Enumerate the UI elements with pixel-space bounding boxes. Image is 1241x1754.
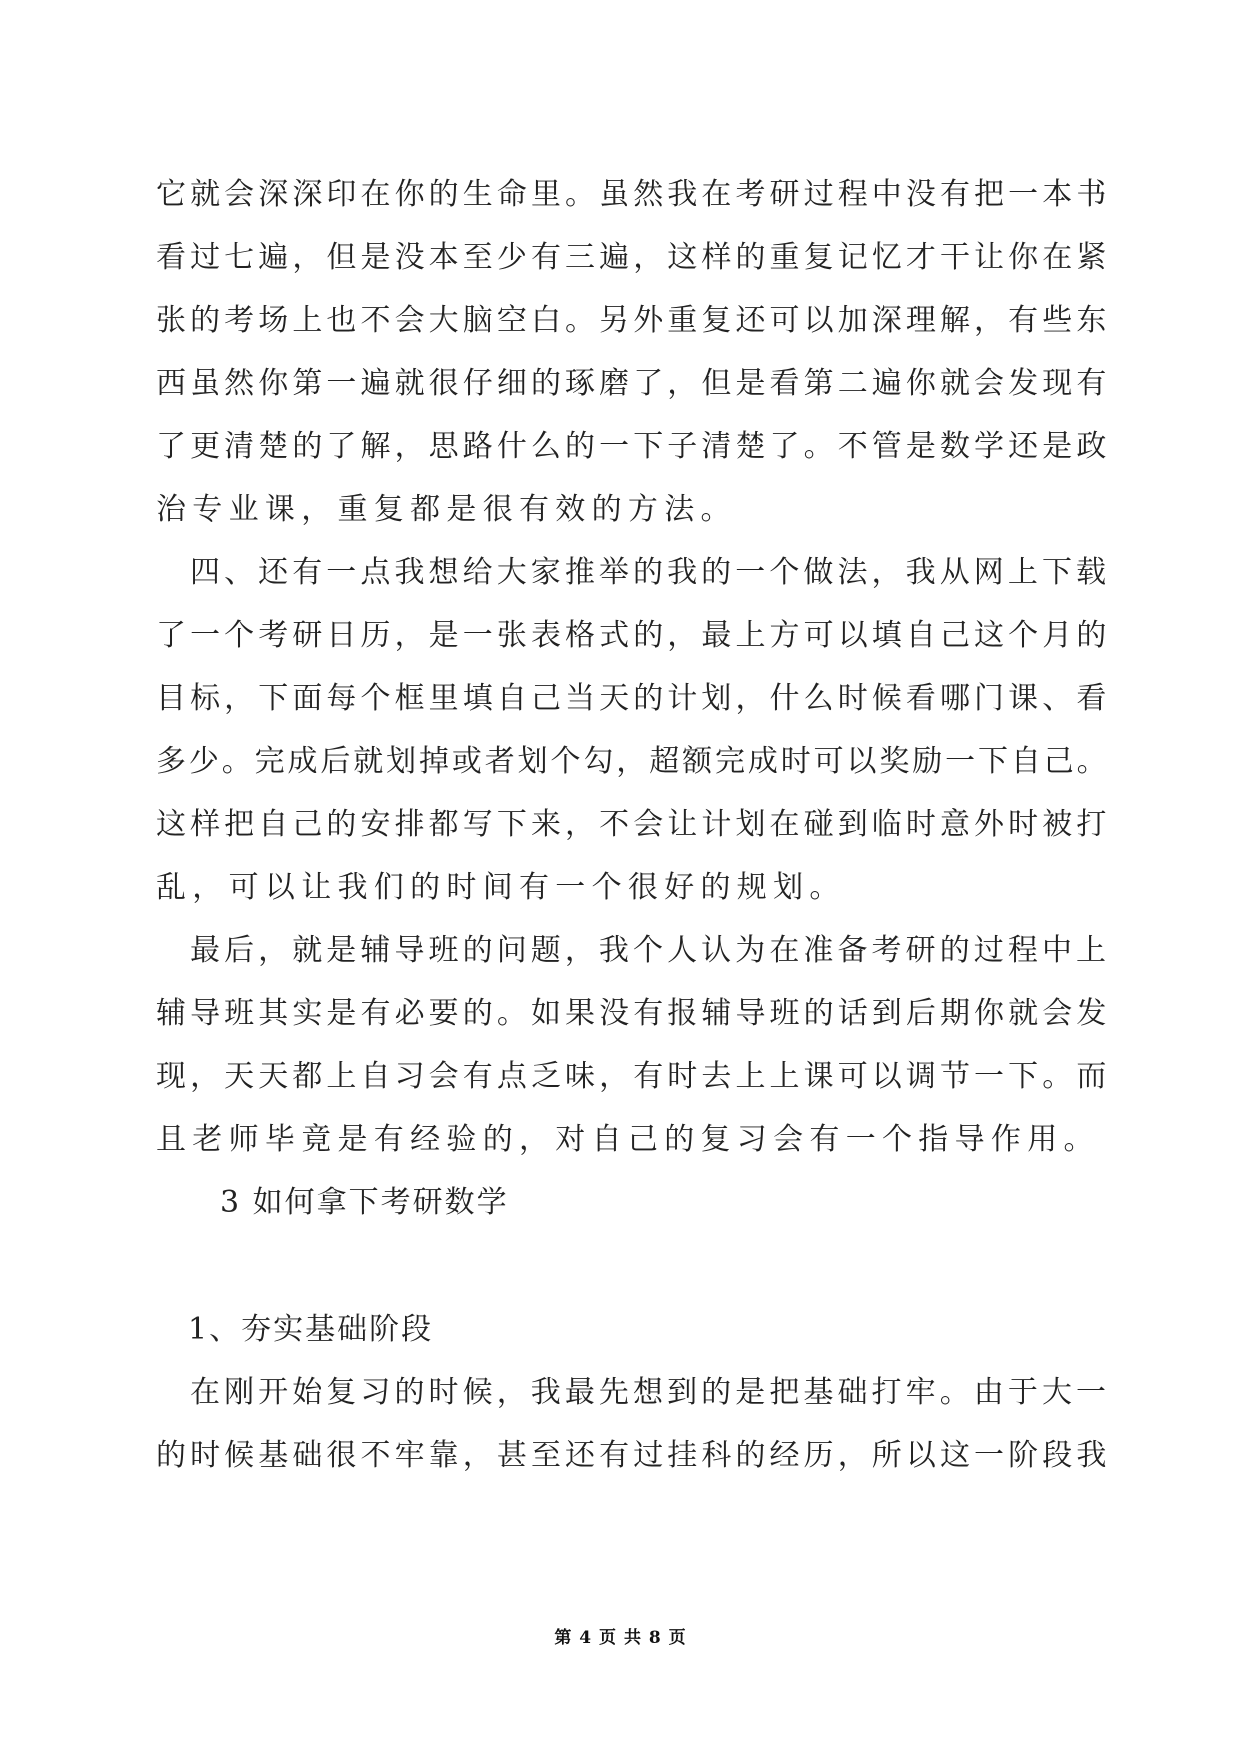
body-line: 张的考场上也不会大脑空白。另外重复还可以加深理解，有些东 (156, 303, 1111, 338)
body-line: 现，天天都上自习会有点乏味，有时去上上课可以调节一下。而 (156, 1059, 1111, 1094)
body-line: 乱，可以让我们的时间有一个很好的规划。 (156, 870, 846, 905)
paragraph-start-line: 在刚开始复习的时候，我最先想到的是把基础打牢。由于大一 (190, 1375, 1111, 1410)
page-number-footer: 第 4 页 共 8 页 (554, 1628, 687, 1648)
body-line: 了更清楚的了解，思路什么的一下子清楚了。不管是数学还是政 (156, 429, 1111, 464)
body-line: 治专业课，重复都是很有效的方法。 (156, 492, 737, 527)
subsection-heading: 1、夯实基础阶段 (188, 1312, 434, 1347)
body-line: 目标，下面每个框里填自己当天的计划，什么时候看哪门课、看 (156, 681, 1111, 716)
paragraph-start-line: 最后，就是辅导班的问题，我个人认为在准备考研的过程中上 (190, 933, 1111, 968)
body-line: 辅导班其实是有必要的。如果没有报辅导班的话到后期你就会发 (156, 996, 1111, 1031)
body-line: 且老师毕竟是有经验的，对自己的复习会有一个指导作用。 (156, 1122, 1100, 1157)
body-line: 多少。完成后就划掉或者划个勾，超额完成时可以奖励一下自己。 (156, 744, 1110, 779)
body-line: 它就会深深印在你的生命里。虽然我在考研过程中没有把一本书 (156, 177, 1111, 212)
body-line: 看过七遍，但是没本至少有三遍，这样的重复记忆才干让你在紧 (156, 240, 1111, 275)
section-heading: 3 如何拿下考研数学 (220, 1185, 509, 1220)
body-line: 西虽然你第一遍就很仔细的琢磨了，但是看第二遍你就会发现有 (156, 366, 1111, 401)
body-line: 这样把自己的安排都写下来，不会让计划在碰到临时意外时被打 (156, 807, 1111, 842)
body-line: 的时候基础很不牢靠，甚至还有过挂科的经历，所以这一阶段我 (156, 1438, 1111, 1473)
paragraph-start-line: 四、还有一点我想给大家推举的我的一个做法，我从网上下载 (190, 555, 1111, 590)
body-line: 了一个考研日历，是一张表格式的，最上方可以填自己这个月的 (156, 618, 1111, 653)
